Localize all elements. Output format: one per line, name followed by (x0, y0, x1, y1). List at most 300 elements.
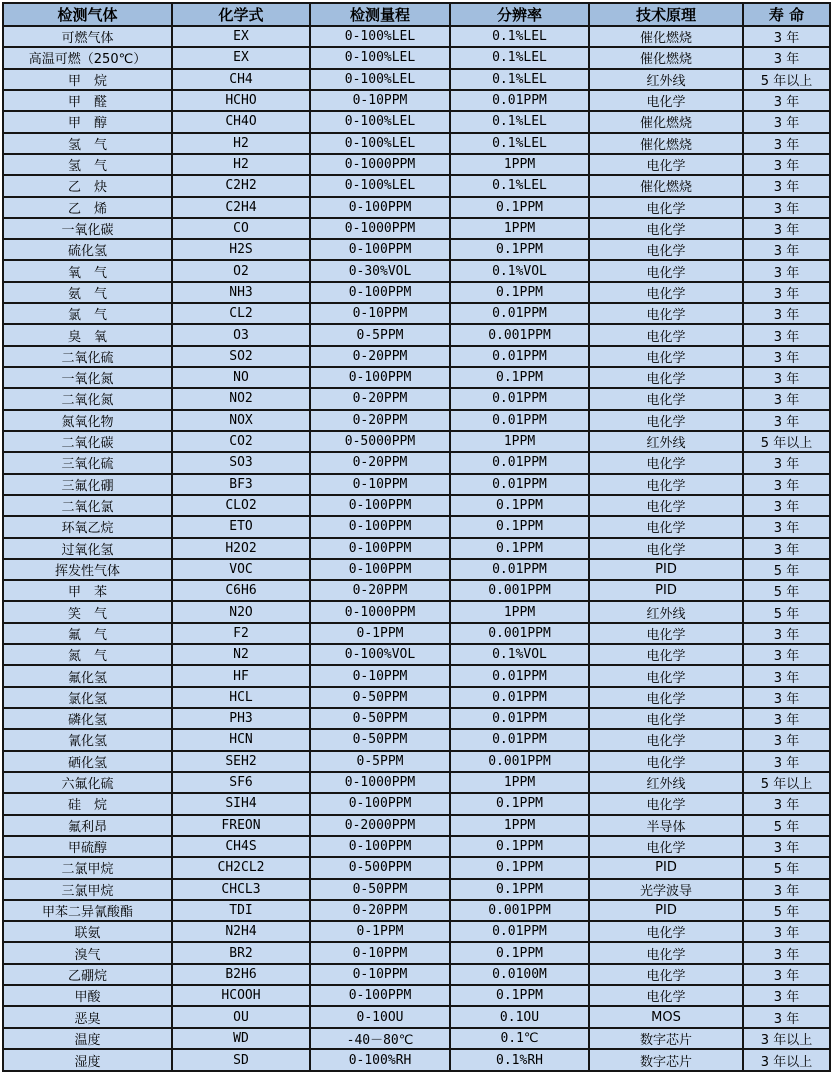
resolution-cell: 0.001PPM (450, 900, 589, 921)
lifespan-cell: 3 年 (743, 623, 830, 644)
gas-cell: 高温可燃（250℃） (3, 47, 172, 68)
table-row (3, 942, 830, 963)
resolution-cell: 0.1PPM (450, 538, 589, 559)
lifespan-cell: 3 年 (743, 495, 830, 516)
principle-cell: 电化学 (589, 452, 743, 473)
principle-cell: 半导体 (589, 815, 743, 836)
resolution-cell: 0.01PPM (450, 665, 589, 686)
table-row (3, 1049, 830, 1071)
resolution-cell: 0.01PPM (450, 90, 589, 111)
formula-cell: NO2 (172, 388, 310, 409)
principle-cell: 电化学 (589, 239, 743, 260)
range-cell: 0-100PPM (310, 197, 450, 218)
resolution-cell: 0.1%LEL (450, 133, 589, 154)
gas-cell: 氰化氢 (3, 729, 172, 750)
principle-cell: 数字芯片 (589, 1049, 743, 1071)
resolution-cell: 0.1%LEL (450, 26, 589, 47)
formula-cell: H2S (172, 239, 310, 260)
gas-cell: 二氧化氮 (3, 388, 172, 409)
table-row (3, 815, 830, 836)
lifespan-cell: 3 年以上 (743, 1049, 830, 1071)
formula-cell: HCOOH (172, 985, 310, 1006)
range-cell: 0-5PPM (310, 324, 450, 345)
principle-cell: 电化学 (589, 644, 743, 665)
resolution-cell: 0.1%LEL (450, 69, 589, 90)
resolution-cell: 0.1PPM (450, 282, 589, 303)
principle-cell: 催化燃烧 (589, 133, 743, 154)
formula-cell: F2 (172, 623, 310, 644)
resolution-cell: 1PPM (450, 431, 589, 452)
range-cell: 0-100PPM (310, 559, 450, 580)
lifespan-cell: 3 年 (743, 111, 830, 132)
table-row (3, 772, 830, 793)
table-row (3, 836, 830, 857)
table-row (3, 175, 830, 196)
formula-cell: CH4S (172, 836, 310, 857)
lifespan-cell: 3 年 (743, 1006, 830, 1027)
table-row (3, 431, 830, 452)
range-cell: 0-50PPM (310, 708, 450, 729)
resolution-cell: 0.1PPM (450, 239, 589, 260)
gas-cell: 可燃气体 (3, 26, 172, 47)
table-row (3, 601, 830, 622)
principle-cell: 电化学 (589, 985, 743, 1006)
lifespan-cell: 3 年 (743, 218, 830, 239)
formula-cell: N2O (172, 601, 310, 622)
range-cell: 0-20PPM (310, 410, 450, 431)
range-cell: 0-10OU (310, 1006, 450, 1027)
table-row (3, 303, 830, 324)
formula-cell: CH4O (172, 111, 310, 132)
principle-cell: 催化燃烧 (589, 47, 743, 68)
principle-cell: 电化学 (589, 623, 743, 644)
resolution-cell: 0.1OU (450, 1006, 589, 1027)
range-cell: 0-1000PPM (310, 601, 450, 622)
gas-cell: 硒化氢 (3, 751, 172, 772)
header-row (3, 3, 830, 26)
lifespan-cell: 3 年 (743, 793, 830, 814)
principle-cell: 数字芯片 (589, 1028, 743, 1049)
principle-cell: 电化学 (589, 687, 743, 708)
column-header-gas: 检测气体 (3, 3, 172, 26)
formula-cell: N2H4 (172, 921, 310, 942)
formula-cell: CLO2 (172, 495, 310, 516)
lifespan-cell: 3 年 (743, 836, 830, 857)
gas-cell: 氢 气 (3, 133, 172, 154)
gas-cell: 甲 醛 (3, 90, 172, 111)
principle-cell: 电化学 (589, 538, 743, 559)
range-cell: 0-20PPM (310, 388, 450, 409)
principle-cell: 电化学 (589, 921, 743, 942)
formula-cell: BF3 (172, 474, 310, 495)
range-cell: -40－80℃ (310, 1028, 450, 1049)
resolution-cell: 1PPM (450, 154, 589, 175)
gas-cell: 氯化氢 (3, 687, 172, 708)
gas-cell: 甲 醇 (3, 111, 172, 132)
lifespan-cell: 5 年 (743, 559, 830, 580)
table-header (3, 3, 830, 26)
principle-cell: PID (589, 580, 743, 601)
range-cell: 0-100PPM (310, 985, 450, 1006)
formula-cell: SO2 (172, 346, 310, 367)
principle-cell: PID (589, 857, 743, 878)
range-cell: 0-1PPM (310, 921, 450, 942)
gas-cell: 六氟化硫 (3, 772, 172, 793)
lifespan-cell: 3 年 (743, 260, 830, 281)
principle-cell: 电化学 (589, 367, 743, 388)
resolution-cell: 0.0100M (450, 964, 589, 985)
lifespan-cell: 3 年 (743, 751, 830, 772)
table-row (3, 687, 830, 708)
range-cell: 0-100%LEL (310, 26, 450, 47)
resolution-cell: 0.01PPM (450, 388, 589, 409)
formula-cell: VOC (172, 559, 310, 580)
principle-cell: 电化学 (589, 410, 743, 431)
range-cell: 0-1000PPM (310, 154, 450, 175)
column-header-principle: 技术原理 (589, 3, 743, 26)
formula-cell: CO2 (172, 431, 310, 452)
gas-cell: 三氯甲烷 (3, 879, 172, 900)
principle-cell: 催化燃烧 (589, 111, 743, 132)
resolution-cell: 1PPM (450, 601, 589, 622)
principle-cell: 电化学 (589, 218, 743, 239)
gas-cell: 三氧化硫 (3, 452, 172, 473)
lifespan-cell: 3 年 (743, 452, 830, 473)
range-cell: 0-100PPM (310, 239, 450, 260)
gas-cell: 挥发性气体 (3, 559, 172, 580)
range-cell: 0-1000PPM (310, 772, 450, 793)
formula-cell: C6H6 (172, 580, 310, 601)
gas-cell: 二氧化硫 (3, 346, 172, 367)
resolution-cell: 0.001PPM (450, 324, 589, 345)
gas-cell: 甲 烷 (3, 69, 172, 90)
resolution-cell: 0.1PPM (450, 367, 589, 388)
table-row (3, 452, 830, 473)
formula-cell: H2 (172, 133, 310, 154)
resolution-cell: 0.1PPM (450, 197, 589, 218)
gas-cell: 二氧化氯 (3, 495, 172, 516)
table-row (3, 197, 830, 218)
range-cell: 0-100PPM (310, 836, 450, 857)
formula-cell: NO (172, 367, 310, 388)
gas-cell: 氟 气 (3, 623, 172, 644)
formula-cell: EX (172, 47, 310, 68)
resolution-cell: 0.01PPM (450, 687, 589, 708)
principle-cell: 电化学 (589, 729, 743, 750)
resolution-cell: 1PPM (450, 218, 589, 239)
gas-cell: 硅 烷 (3, 793, 172, 814)
formula-cell: CH4 (172, 69, 310, 90)
range-cell: 0-100%RH (310, 1049, 450, 1071)
resolution-cell: 0.01PPM (450, 559, 589, 580)
resolution-cell: 0.01PPM (450, 303, 589, 324)
table-row (3, 538, 830, 559)
range-cell: 0-100PPM (310, 282, 450, 303)
formula-cell: TDI (172, 900, 310, 921)
resolution-cell: 0.01PPM (450, 410, 589, 431)
principle-cell: 电化学 (589, 751, 743, 772)
lifespan-cell: 3 年 (743, 282, 830, 303)
gas-cell: 一氧化碳 (3, 218, 172, 239)
range-cell: 0-10PPM (310, 303, 450, 324)
table-row (3, 1028, 830, 1049)
range-cell: 0-100PPM (310, 793, 450, 814)
table-row (3, 495, 830, 516)
formula-cell: ETO (172, 516, 310, 537)
gas-cell: 湿度 (3, 1049, 172, 1071)
resolution-cell: 1PPM (450, 772, 589, 793)
range-cell: 0-10PPM (310, 665, 450, 686)
principle-cell: 催化燃烧 (589, 175, 743, 196)
table-row (3, 47, 830, 68)
gas-detection-spec-table (2, 2, 831, 1072)
gas-cell: 溴气 (3, 942, 172, 963)
lifespan-cell: 3 年 (743, 921, 830, 942)
range-cell: 0-20PPM (310, 452, 450, 473)
gas-cell: 二氯甲烷 (3, 857, 172, 878)
resolution-cell: 0.1℃ (450, 1028, 589, 1049)
table-row (3, 260, 830, 281)
formula-cell: OU (172, 1006, 310, 1027)
lifespan-cell: 3 年 (743, 47, 830, 68)
principle-cell: 红外线 (589, 772, 743, 793)
resolution-cell: 0.1%LEL (450, 175, 589, 196)
formula-cell: B2H6 (172, 964, 310, 985)
lifespan-cell: 3 年 (743, 410, 830, 431)
lifespan-cell: 3 年 (743, 197, 830, 218)
gas-cell: 甲酸 (3, 985, 172, 1006)
formula-cell: O3 (172, 324, 310, 345)
range-cell: 0-100PPM (310, 367, 450, 388)
gas-cell: 一氧化氮 (3, 367, 172, 388)
formula-cell: WD (172, 1028, 310, 1049)
resolution-cell: 0.01PPM (450, 346, 589, 367)
resolution-cell: 0.01PPM (450, 708, 589, 729)
principle-cell: 光学波导 (589, 879, 743, 900)
formula-cell: HCL (172, 687, 310, 708)
table-row (3, 729, 830, 750)
resolution-cell: 0.1PPM (450, 495, 589, 516)
formula-cell: SO3 (172, 452, 310, 473)
lifespan-cell: 3 年 (743, 133, 830, 154)
gas-cell: 氢 气 (3, 154, 172, 175)
gas-cell: 磷化氢 (3, 708, 172, 729)
formula-cell: FREON (172, 815, 310, 836)
lifespan-cell: 3 年 (743, 324, 830, 345)
principle-cell: 红外线 (589, 601, 743, 622)
gas-cell: 乙 烯 (3, 197, 172, 218)
principle-cell: 电化学 (589, 495, 743, 516)
resolution-cell: 0.1%VOL (450, 260, 589, 281)
principle-cell: 红外线 (589, 431, 743, 452)
principle-cell: MOS (589, 1006, 743, 1027)
range-cell: 0-5PPM (310, 751, 450, 772)
table-row (3, 474, 830, 495)
formula-cell: O2 (172, 260, 310, 281)
table-row (3, 559, 830, 580)
column-header-lifespan: 寿 命 (743, 3, 830, 26)
range-cell: 0-20PPM (310, 346, 450, 367)
formula-cell: EX (172, 26, 310, 47)
table-row (3, 516, 830, 537)
resolution-cell: 0.1%RH (450, 1049, 589, 1071)
formula-cell: SD (172, 1049, 310, 1071)
column-header-range: 检测量程 (310, 3, 450, 26)
range-cell: 0-100%LEL (310, 133, 450, 154)
gas-cell: 乙硼烷 (3, 964, 172, 985)
table-row (3, 1006, 830, 1027)
table-row (3, 26, 830, 47)
table-row (3, 985, 830, 1006)
gas-cell: 联氨 (3, 921, 172, 942)
range-cell: 0-10PPM (310, 474, 450, 495)
gas-cell: 三氟化硼 (3, 474, 172, 495)
lifespan-cell: 3 年 (743, 665, 830, 686)
principle-cell: 电化学 (589, 90, 743, 111)
formula-cell: NOX (172, 410, 310, 431)
principle-cell: 电化学 (589, 260, 743, 281)
resolution-cell: 0.1PPM (450, 836, 589, 857)
resolution-cell: 0.1%VOL (450, 644, 589, 665)
table-row (3, 900, 830, 921)
gas-cell: 臭 氧 (3, 324, 172, 345)
principle-cell: 催化燃烧 (589, 26, 743, 47)
table-row (3, 644, 830, 665)
gas-cell: 温度 (3, 1028, 172, 1049)
range-cell: 0-500PPM (310, 857, 450, 878)
gas-cell: 笑 气 (3, 601, 172, 622)
gas-cell: 硫化氢 (3, 239, 172, 260)
resolution-cell: 0.1PPM (450, 942, 589, 963)
range-cell: 0-100%LEL (310, 175, 450, 196)
lifespan-cell: 5 年 (743, 900, 830, 921)
lifespan-cell: 5 年 (743, 815, 830, 836)
range-cell: 0-50PPM (310, 687, 450, 708)
range-cell: 0-10PPM (310, 964, 450, 985)
principle-cell: 电化学 (589, 282, 743, 303)
table-row (3, 90, 830, 111)
table-row (3, 751, 830, 772)
lifespan-cell: 3 年 (743, 879, 830, 900)
table-row (3, 133, 830, 154)
table-row (3, 388, 830, 409)
gas-cell: 氯 气 (3, 303, 172, 324)
principle-cell: 电化学 (589, 346, 743, 367)
resolution-cell: 0.001PPM (450, 623, 589, 644)
lifespan-cell: 3 年 (743, 985, 830, 1006)
principle-cell: 电化学 (589, 154, 743, 175)
gas-cell: 氧 气 (3, 260, 172, 281)
range-cell: 0-20PPM (310, 900, 450, 921)
table-row (3, 367, 830, 388)
lifespan-cell: 3 年 (743, 964, 830, 985)
table-row (3, 964, 830, 985)
range-cell: 0-100PPM (310, 516, 450, 537)
column-header-formula: 化学式 (172, 3, 310, 26)
gas-cell: 氮氧化物 (3, 410, 172, 431)
lifespan-cell: 3 年 (743, 154, 830, 175)
formula-cell: PH3 (172, 708, 310, 729)
gas-cell: 环氧乙烷 (3, 516, 172, 537)
range-cell: 0-2000PPM (310, 815, 450, 836)
range-cell: 0-100PPM (310, 495, 450, 516)
principle-cell: 电化学 (589, 793, 743, 814)
range-cell: 0-5000PPM (310, 431, 450, 452)
principle-cell: 电化学 (589, 836, 743, 857)
resolution-cell: 0.1PPM (450, 793, 589, 814)
range-cell: 0-50PPM (310, 879, 450, 900)
formula-cell: H2O2 (172, 538, 310, 559)
range-cell: 0-100%LEL (310, 47, 450, 68)
table-row (3, 154, 830, 175)
principle-cell: 电化学 (589, 516, 743, 537)
resolution-cell: 0.1PPM (450, 879, 589, 900)
lifespan-cell: 5 年 (743, 580, 830, 601)
lifespan-cell: 3 年 (743, 90, 830, 111)
formula-cell: CH2CL2 (172, 857, 310, 878)
table-row (3, 324, 830, 345)
formula-cell: N2 (172, 644, 310, 665)
gas-cell: 氮 气 (3, 644, 172, 665)
formula-cell: HCHO (172, 90, 310, 111)
lifespan-cell: 3 年 (743, 708, 830, 729)
principle-cell: PID (589, 559, 743, 580)
table-row (3, 282, 830, 303)
formula-cell: SIH4 (172, 793, 310, 814)
lifespan-cell: 3 年 (743, 729, 830, 750)
resolution-cell: 0.01PPM (450, 921, 589, 942)
table-row (3, 623, 830, 644)
table-row (3, 665, 830, 686)
gas-cell: 甲硫醇 (3, 836, 172, 857)
table-row (3, 879, 830, 900)
resolution-cell: 0.01PPM (450, 452, 589, 473)
range-cell: 0-100PPM (310, 538, 450, 559)
range-cell: 0-20PPM (310, 580, 450, 601)
formula-cell: CHCL3 (172, 879, 310, 900)
lifespan-cell: 3 年 (743, 303, 830, 324)
principle-cell: 电化学 (589, 303, 743, 324)
lifespan-cell: 3 年 (743, 516, 830, 537)
lifespan-cell: 5 年 (743, 857, 830, 878)
lifespan-cell: 5 年 (743, 601, 830, 622)
formula-cell: C2H2 (172, 175, 310, 196)
formula-cell: HCN (172, 729, 310, 750)
range-cell: 0-100%VOL (310, 644, 450, 665)
table-row (3, 111, 830, 132)
resolution-cell: 0.1PPM (450, 985, 589, 1006)
lifespan-cell: 5 年以上 (743, 772, 830, 793)
lifespan-cell: 3 年 (743, 942, 830, 963)
principle-cell: 电化学 (589, 942, 743, 963)
lifespan-cell: 3 年 (743, 538, 830, 559)
range-cell: 0-1000PPM (310, 218, 450, 239)
resolution-cell: 0.1PPM (450, 516, 589, 537)
resolution-cell: 0.1PPM (450, 857, 589, 878)
gas-cell: 二氧化碳 (3, 431, 172, 452)
lifespan-cell: 3 年 (743, 26, 830, 47)
lifespan-cell: 5 年以上 (743, 69, 830, 90)
table-row (3, 857, 830, 878)
resolution-cell: 0.001PPM (450, 751, 589, 772)
principle-cell: PID (589, 900, 743, 921)
principle-cell: 电化学 (589, 964, 743, 985)
table-row (3, 921, 830, 942)
resolution-cell: 0.001PPM (450, 580, 589, 601)
formula-cell: HF (172, 665, 310, 686)
lifespan-cell: 3 年 (743, 346, 830, 367)
table-row (3, 239, 830, 260)
